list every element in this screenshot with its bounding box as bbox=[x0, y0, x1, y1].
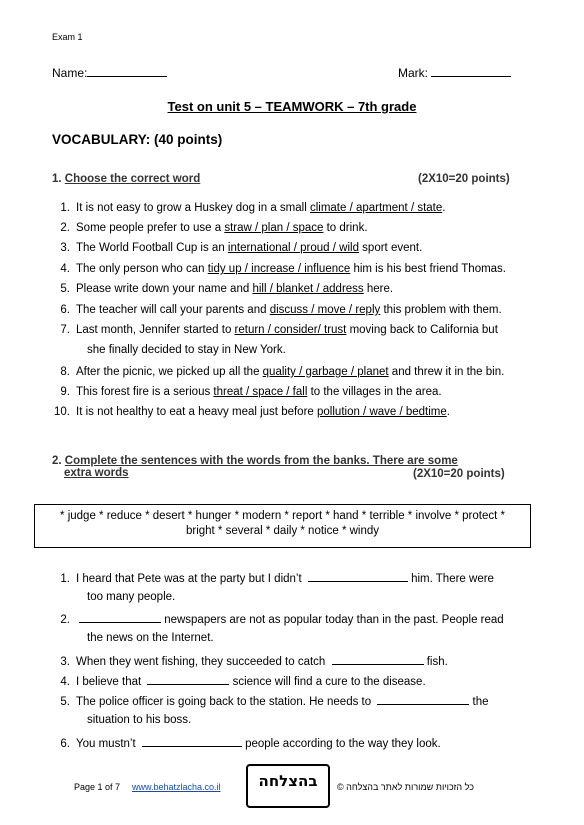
q1-item-text: The only person who can bbox=[76, 263, 208, 275]
q1-item bbox=[52, 221, 368, 235]
q1-item-options[interactable]: climate / apartment / state bbox=[309, 202, 443, 214]
q1-item-options[interactable]: international / proud / wild bbox=[227, 242, 359, 254]
q1-item-options[interactable]: pollution / wave / bedtime bbox=[317, 406, 447, 418]
q2-item-text: When they went fishing, they succeeded to catch bbox=[76, 656, 329, 668]
q2-item-text-end: fish. bbox=[423, 656, 448, 668]
q1-item-number: 6. bbox=[60, 304, 70, 316]
q2-item-number: 4. bbox=[60, 676, 70, 688]
q1-item-continuation: she finally decided to stay in New York. bbox=[87, 344, 286, 356]
q1-item-text-end: here. bbox=[363, 283, 394, 295]
q1-item-text-end: moving back to California but bbox=[346, 324, 498, 336]
word-bank bbox=[34, 504, 531, 548]
q2-item-text-end: him. There were bbox=[407, 573, 494, 585]
q1-item-number: 1. bbox=[60, 202, 70, 214]
q1-item-text: Some people prefer to use a bbox=[76, 222, 225, 234]
name-blank[interactable] bbox=[87, 66, 167, 77]
q2-item-continuation: situation to his boss. bbox=[87, 714, 192, 726]
q2-item bbox=[52, 612, 504, 627]
q1-item-number: 5. bbox=[60, 283, 70, 295]
site-link[interactable]: www.behatzlacha.co.il bbox=[132, 782, 221, 792]
mark-label: Mark: bbox=[398, 66, 428, 80]
exam-label: Exam 1 bbox=[52, 32, 83, 42]
q1-item-text: It is not healthy to eat a heavy meal just before bbox=[76, 406, 318, 418]
answer-blank[interactable] bbox=[308, 571, 408, 582]
q2-item-text: I heard that Pete was at the party but I didn’t bbox=[76, 573, 305, 585]
page-number: Page 1 of 7 bbox=[74, 782, 121, 792]
q1-item-text-end: . bbox=[446, 406, 450, 418]
mark-blank[interactable] bbox=[431, 66, 511, 77]
q1-item-number: 8. bbox=[60, 366, 70, 378]
q2-item bbox=[52, 736, 441, 751]
q1-item-options[interactable]: discuss / move / reply bbox=[269, 304, 381, 316]
word-bank-line1: * judge * reduce * desert * hunger * modern * report * hand * terrible * involve * protect * bbox=[60, 510, 505, 522]
q2-item-text-end: newspapers are not as popular today than in the past. People read bbox=[161, 614, 504, 626]
q1-item-number: 9. bbox=[60, 386, 70, 398]
q1-item-text-end: . bbox=[442, 202, 446, 214]
q1-item-text-end: and threw it in the bin. bbox=[388, 366, 505, 378]
q2-item-number: 5. bbox=[60, 696, 70, 708]
q1-item-options[interactable]: quality / garbage / planet bbox=[262, 366, 389, 378]
q1-item-number: 10. bbox=[54, 406, 70, 418]
q1-number: 1. bbox=[52, 173, 62, 185]
q1-item-text: It is not easy to grow a Huskey dog in a small bbox=[76, 202, 310, 214]
name-label: Name: bbox=[52, 66, 88, 80]
q1-item-text: Please write down your name and bbox=[76, 283, 253, 295]
q1-item-options[interactable]: straw / plan / space bbox=[224, 222, 324, 234]
q1-item-text-end: this problem with them. bbox=[380, 304, 502, 316]
word-bank-line2: bright * several * daily * notice * windy bbox=[185, 525, 380, 537]
q1-item bbox=[52, 365, 504, 379]
name-field bbox=[52, 66, 167, 80]
q1-item-number: 7. bbox=[60, 324, 70, 336]
q1-item bbox=[52, 262, 506, 276]
q1-item bbox=[52, 282, 393, 296]
q1-item bbox=[52, 385, 442, 399]
answer-blank[interactable] bbox=[142, 736, 242, 747]
q1-item-text: Last month, Jennifer started to bbox=[76, 324, 235, 336]
q2-item bbox=[52, 654, 448, 669]
q2-number: 2. bbox=[52, 455, 62, 467]
q2-item-number: 1. bbox=[60, 573, 70, 585]
q1-item-text-end: to the villages in the area. bbox=[307, 386, 442, 398]
q2-item-number: 6. bbox=[60, 738, 70, 750]
q1-item-text-end: him is his best friend Thomas. bbox=[350, 263, 507, 275]
q2-item-text-end: science will find a cure to the disease. bbox=[229, 676, 426, 688]
q2-item-number: 3. bbox=[60, 656, 70, 668]
q2-item-text: You mustn’t bbox=[76, 738, 139, 750]
q2-item-text-end: people according to the way they look. bbox=[241, 738, 441, 750]
q1-item-options[interactable]: return / consider/ trust bbox=[234, 324, 347, 336]
logo-text: בהצלחה bbox=[258, 772, 318, 790]
q1-item bbox=[52, 241, 422, 255]
q1-item-options[interactable]: tidy up / increase / influence bbox=[207, 263, 351, 275]
q2-heading-line2: extra words bbox=[64, 467, 129, 479]
copyright: כל הזכויות שמורות לאתר בהצלחה © bbox=[337, 782, 474, 792]
q2-item bbox=[52, 674, 426, 689]
q1-item bbox=[52, 323, 498, 337]
q2-item bbox=[52, 694, 489, 709]
q2-heading bbox=[52, 455, 458, 479]
q2-item-text: I believe that bbox=[76, 676, 145, 688]
q1-item bbox=[52, 405, 450, 419]
q1-points: (2X10=20 points) bbox=[418, 173, 510, 185]
q1-item-number: 4. bbox=[60, 263, 70, 275]
q2-item-text-end: the bbox=[469, 696, 489, 708]
answer-blank[interactable] bbox=[332, 654, 424, 665]
q1-item-number: 2. bbox=[60, 222, 70, 234]
q2-item-text: The police officer is going back to the station. He needs to bbox=[76, 696, 375, 708]
q2-points: (2X10=20 points) bbox=[413, 468, 505, 480]
q2-item-number: 2. bbox=[60, 614, 70, 626]
q1-item-text: This forest fire is a serious bbox=[76, 386, 214, 398]
q1-heading bbox=[52, 173, 200, 185]
q1-item-number: 3. bbox=[60, 242, 70, 254]
q1-item-text: The World Football Cup is an bbox=[76, 242, 228, 254]
answer-blank[interactable] bbox=[147, 674, 229, 685]
logo bbox=[246, 764, 330, 808]
q2-item-continuation: too many people. bbox=[87, 591, 176, 603]
q1-heading-text: Choose the correct word bbox=[64, 173, 201, 185]
q1-item-text-end: to drink. bbox=[323, 222, 368, 234]
q2-item bbox=[52, 571, 494, 586]
answer-blank[interactable] bbox=[79, 612, 161, 623]
q2-heading-line1: Complete the sentences with the words from the banks. There are some bbox=[64, 455, 458, 467]
mark-field bbox=[398, 66, 511, 80]
q1-item-text-end: sport event. bbox=[358, 242, 423, 254]
page-title: Test on unit 5 – TEAMWORK – 7th grade bbox=[167, 99, 417, 114]
q1-item-text: After the picnic, we picked up all the bbox=[76, 366, 263, 378]
answer-blank[interactable] bbox=[377, 694, 469, 705]
q2-item-continuation: the news on the Internet. bbox=[87, 632, 214, 644]
q1-item-options[interactable]: hill / blanket / address bbox=[252, 283, 364, 295]
section-title: VOCABULARY: (40 points) bbox=[52, 132, 223, 147]
q1-item bbox=[52, 201, 445, 215]
q1-item-options[interactable]: threat / space / fall bbox=[213, 386, 308, 398]
q1-item bbox=[52, 303, 502, 317]
q1-item-text: The teacher will call your parents and bbox=[76, 304, 270, 316]
